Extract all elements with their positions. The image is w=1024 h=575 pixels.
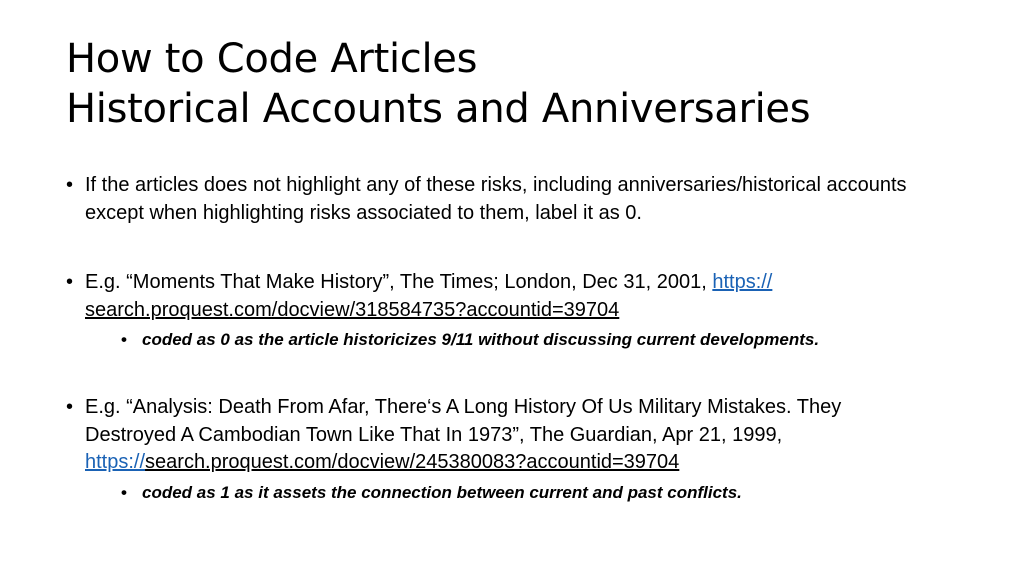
bullet-dot: • [66,174,74,196]
bullet-coding-rule [66,172,926,227]
proquest-link-protocol[interactable]: https:// [712,271,773,293]
sub-bullet-text: coded as 1 as it assets the connection between current and past conflicts. [142,482,742,502]
proquest-link-path[interactable]: search.proquest.com/docview/245380083?accountid=39704 [145,451,680,473]
sub-bullet-coded-1 [121,481,926,505]
title-line-1: How to Code Articles [66,36,478,82]
bullet-text: E.g. “Analysis: Death From Afar, There‘s A Long History Of Us Military Mistakes. They Destroyed A Cambodian Town Like That In 1973”, The Guardian, Apr 21, 1999, [85,396,842,446]
sub-bullet-text: coded as 0 as the article historicizes 9/11 without discussing current developments. [142,330,820,349]
sub-bullet-dot: • [121,482,127,502]
bullet-dot: • [66,271,74,293]
bullet-example-times [66,269,926,352]
bullet-dot: • [66,396,74,418]
proquest-link-protocol[interactable]: https:// [85,451,146,473]
proquest-link-path[interactable]: search.proquest.com/docview/318584735?accountid=39704 [85,298,620,321]
bullet-text: If the articles does not highlight any of these risks, including anniversaries/historical accounts except when highlighting risks associated to them, label it as 0. [85,174,907,224]
bullet-text: E.g. “Moments That Make History”, The Times; London, Dec 31, 2001, [85,271,713,293]
slide-title [66,34,986,134]
sub-bullet-dot: • [121,330,127,349]
title-line-2: Historical Accounts and Anniversaries [66,86,811,132]
bullet-example-guardian [66,394,926,505]
sub-bullet-coded-0 [121,328,926,352]
slide-body [66,172,926,505]
